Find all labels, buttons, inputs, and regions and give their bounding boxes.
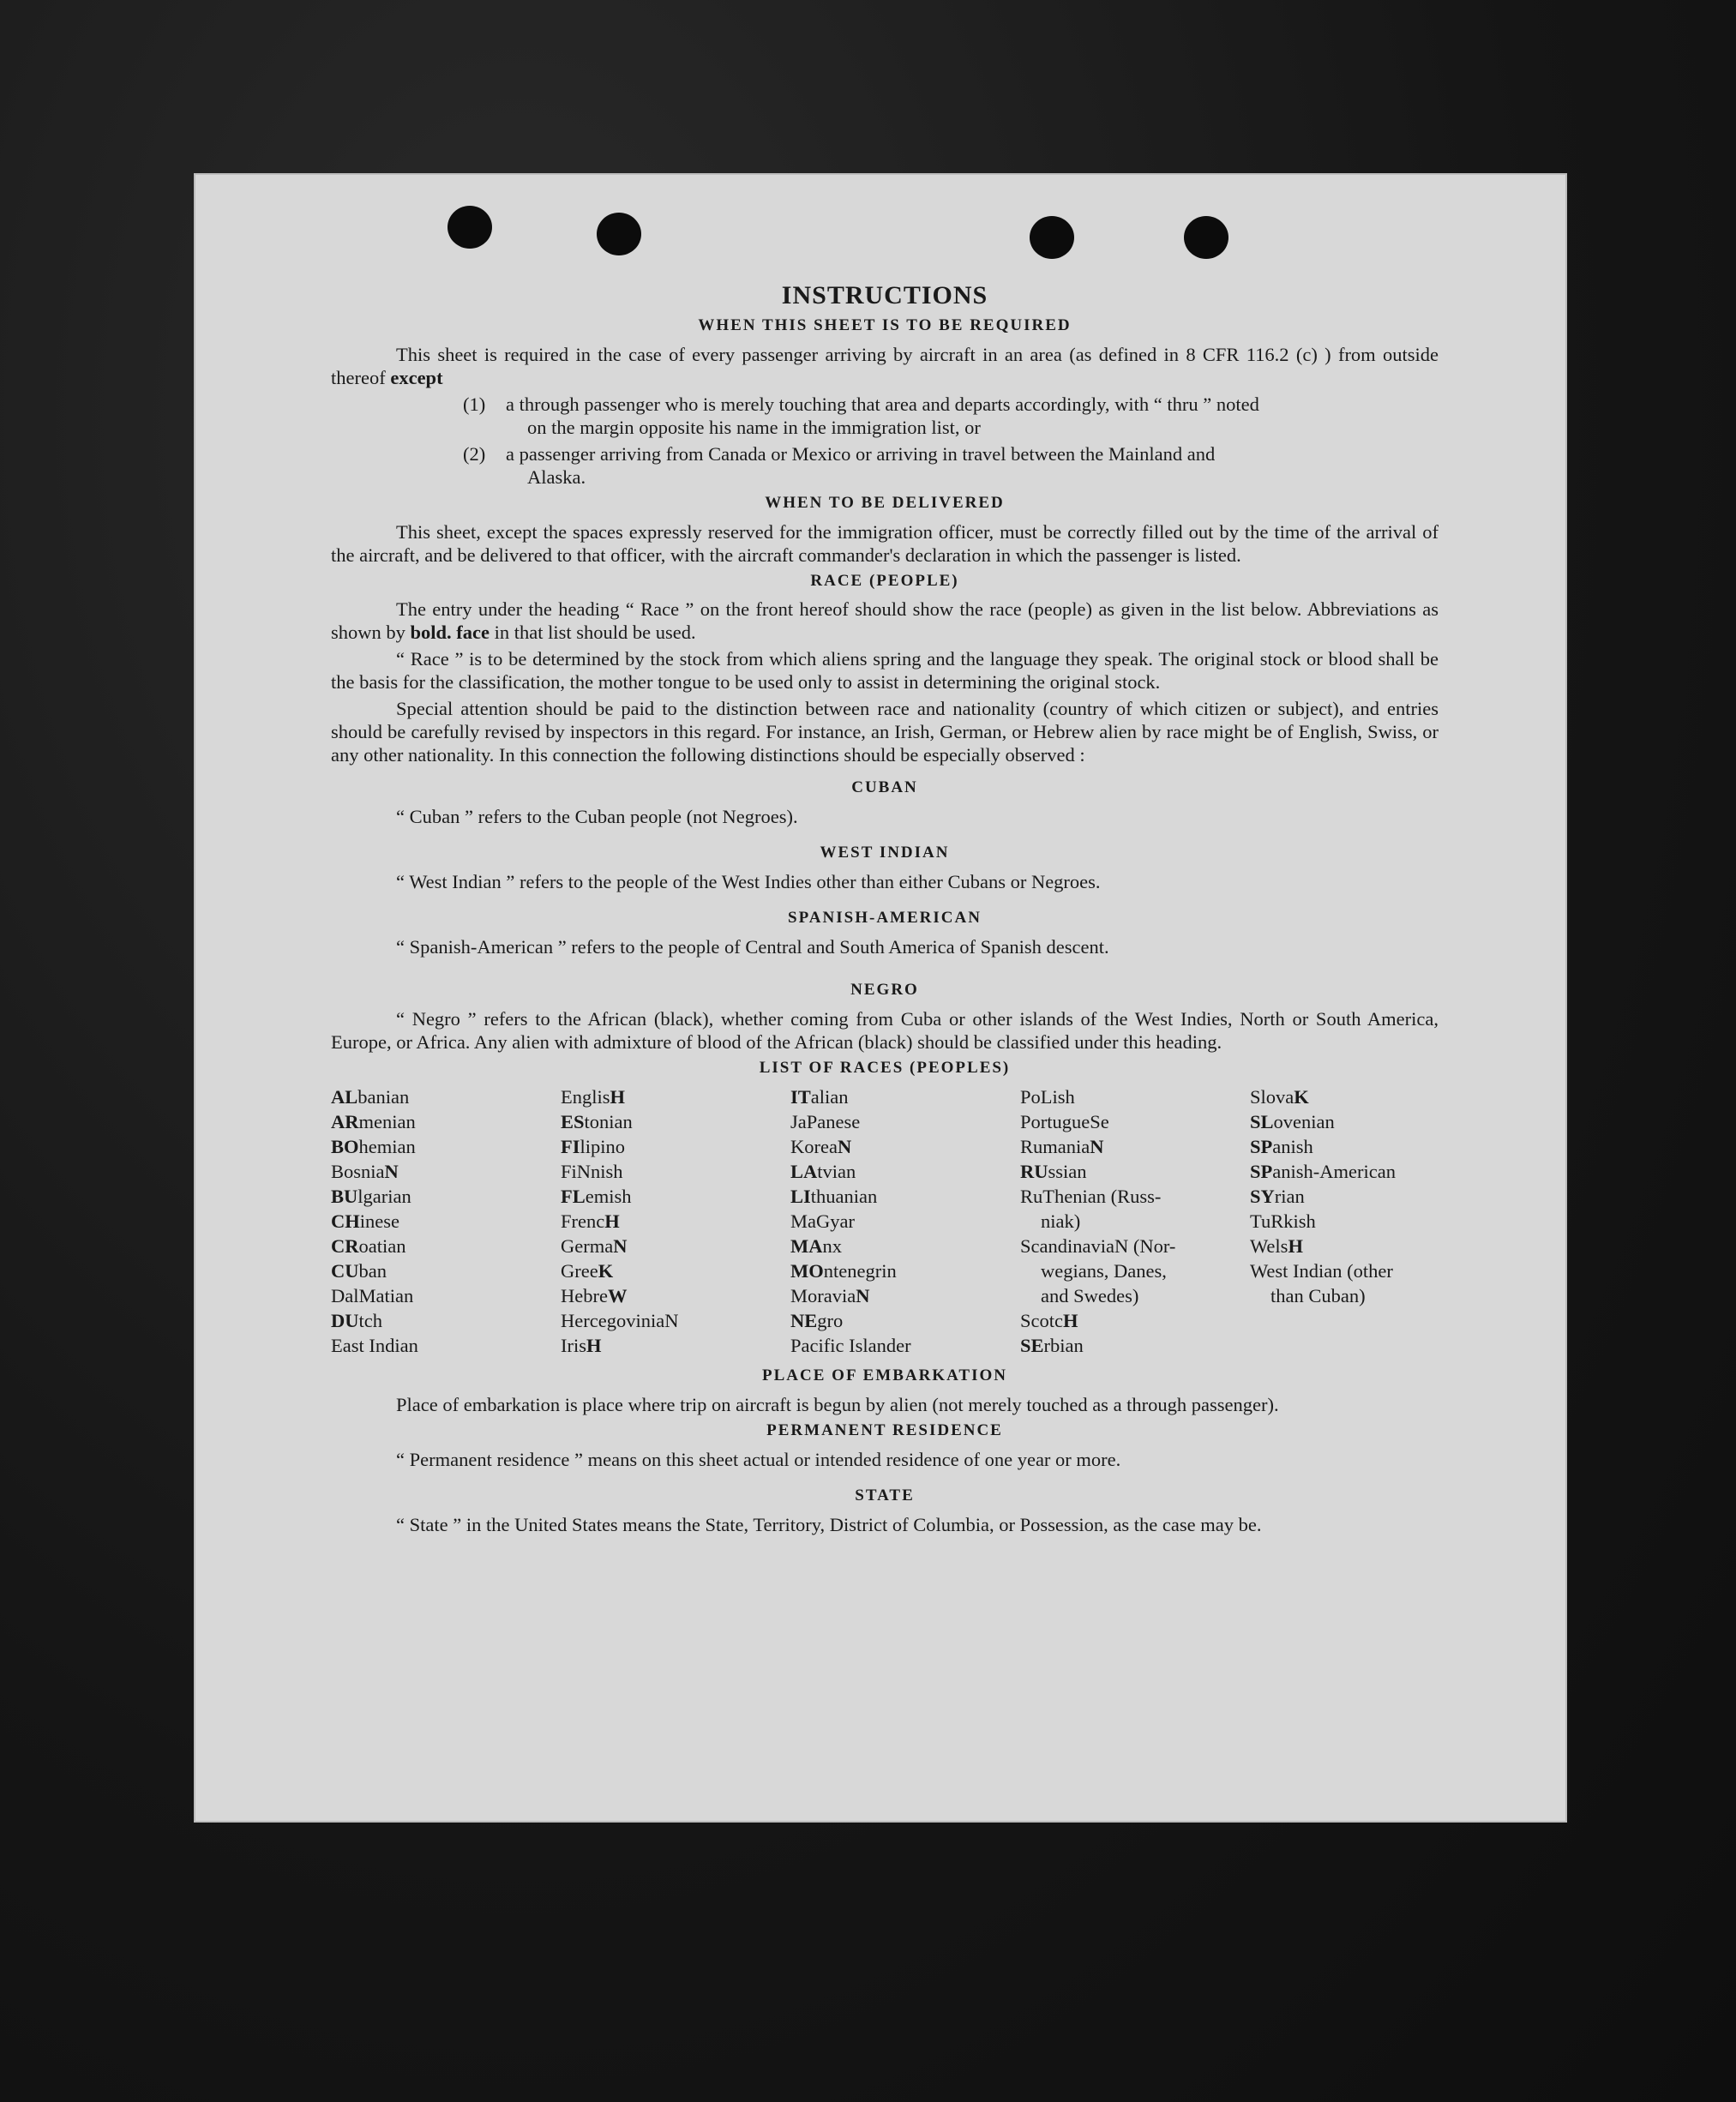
race-entry: TuRkish	[1250, 1210, 1316, 1233]
races-column-3	[790, 1084, 1020, 1358]
punch-hole	[597, 213, 641, 255]
heading-when-required: WHEN THIS SHEET IS TO BE REQUIRED	[698, 316, 1072, 334]
race-entry: MoraviaN	[790, 1285, 870, 1307]
race-entry: DalMatian	[331, 1285, 414, 1307]
race-entry: FiNnish	[561, 1161, 623, 1183]
race-entry: ITalian	[790, 1086, 849, 1108]
heading-west-indian: WEST INDIAN	[820, 844, 950, 862]
races-column-4	[1020, 1084, 1250, 1358]
when-delivered-text: This sheet, except the spaces expressly reserved for the immigration officer, must be correctly filled out by the time of the arrival of the aircraft, and be delivered to that officer, with the aircraft commander's declaration in which the passenger is listed.	[331, 520, 1439, 566]
heading-permanent-residence: PERMANENT RESIDENCE	[766, 1421, 1003, 1440]
race-entry: KoreaN	[790, 1136, 852, 1158]
heading-state: STATE	[855, 1486, 915, 1504]
race-entry: ScandinaviaN (Nor-	[1020, 1235, 1176, 1258]
races-column-2	[561, 1084, 790, 1358]
race-entry: MAnx	[790, 1235, 842, 1258]
embarkation-text: Place of embarkation is place where trip on aircraft is begun by alien (not merely touched as a through passenger).	[396, 1394, 1279, 1416]
race-entry: DUtch	[331, 1310, 382, 1332]
race-paragraph-3: Special attention should be paid to the distinction between race and nationality (country of which citizen or subject), and entries should be carefully revised by inspectors in this regard. For instance, an Irish, German, or Hebrew alien by race might be of English, Swiss, or any other nationality. In this connection the following distinctions should be especially observed :	[331, 698, 1439, 766]
exception-item-2: (2) a passenger arriving from Canada or Mexico or arriving in travel between the Mainland and Alaska.	[463, 442, 1216, 488]
exception-item-1: (1) a through passenger who is merely touching that area and departs accordingly, with “ thru ” noted on the margin opposite his name in the immigration list, or	[463, 393, 1259, 438]
page-title: INSTRUCTIONS	[781, 281, 988, 309]
race-entry: CHinese	[331, 1210, 399, 1233]
race-entry: SErbian	[1020, 1335, 1084, 1357]
race-entry: BUlgarian	[331, 1186, 411, 1208]
heading-spanish-american: SPANISH-AMERICAN	[788, 908, 982, 927]
race-entry: CRoatian	[331, 1235, 406, 1258]
race-entry: and Swedes)	[1041, 1285, 1139, 1307]
race-entry: WelsH	[1250, 1235, 1303, 1258]
race-entry: FLemish	[561, 1186, 632, 1208]
race-paragraph-2: “ Race ” is to be determined by the stock from which aliens spring and the language they speak. The original stock or blood shall be the basis for the classification, the mother tongue to be used only to assist in determining the original stock.	[331, 648, 1439, 694]
west-indian-text: “ West Indian ” refers to the people of the West Indies other than either Cubans or Negroes.	[396, 870, 1101, 892]
spanish-american-text: “ Spanish-American ” refers to the people of Central and South America of Spanish descent.	[396, 935, 1109, 958]
race-entry: SLovenian	[1250, 1111, 1335, 1133]
race-entry: GermaN	[561, 1235, 628, 1258]
race-entry: MaGyar	[790, 1210, 855, 1233]
race-entry: NEgro	[790, 1310, 844, 1332]
race-entry: CUban	[331, 1260, 387, 1282]
race-entry: FIlipino	[561, 1136, 626, 1158]
negro-text: “ Negro ” refers to the African (black), whether coming from Cuba or other islands of the West Indies, North or South America, Europe, or Africa. Any alien with admixture of blood of the African (black) should be classified under this heading.	[331, 1007, 1439, 1053]
document-sheet	[194, 173, 1567, 1823]
heading-race: RACE (PEOPLE)	[810, 571, 959, 590]
race-paragraph-1: The entry under the heading “ Race ” on the front hereof should show the race (people) as given in the list below. Abbreviations as shown by bold. face in that list should be used.	[331, 598, 1439, 644]
race-entry: BosniaN	[331, 1161, 399, 1183]
race-entry: ScotcH	[1020, 1310, 1078, 1332]
punch-hole	[448, 206, 492, 249]
when-required-intro: This sheet is required in the case of every passenger arriving by aircraft in an area (as defined in 8 CFR 116.2 (c) ) from outside thereof except	[331, 343, 1439, 388]
race-entry: EnglisH	[561, 1086, 626, 1108]
race-entry: EStonian	[561, 1111, 633, 1133]
state-text: “ State ” in the United States means the State, Territory, District of Columbia, or Possession, as the case may be.	[396, 1513, 1262, 1535]
race-entry: West Indian (other	[1250, 1260, 1393, 1282]
heading-cuban: CUBAN	[851, 778, 918, 797]
race-entry: SlovaK	[1250, 1086, 1309, 1108]
race-entry: SYrian	[1250, 1186, 1305, 1208]
race-entry: niak)	[1041, 1210, 1081, 1233]
race-entry: wegians, Danes,	[1041, 1260, 1167, 1282]
race-entry: RUssian	[1020, 1161, 1087, 1183]
race-entry: PortugueSe	[1020, 1111, 1109, 1133]
race-entry: HercegoviniaN	[561, 1310, 679, 1332]
race-entry: ARmenian	[331, 1111, 416, 1133]
cuban-text: “ Cuban ” refers to the Cuban people (not Negroes).	[396, 806, 798, 828]
punch-hole	[1030, 216, 1074, 259]
races-column-1	[331, 1084, 561, 1358]
heading-embarkation: PLACE OF EMBARKATION	[762, 1366, 1007, 1385]
race-entry: SPanish-American	[1250, 1161, 1396, 1183]
race-entry: GreeK	[561, 1260, 614, 1282]
heading-when-delivered: WHEN TO BE DELIVERED	[765, 493, 1005, 512]
instructions-content	[331, 280, 1439, 1540]
race-entry: HebreW	[561, 1285, 628, 1307]
race-entry: RumaniaN	[1020, 1136, 1104, 1158]
race-entry: East Indian	[331, 1335, 418, 1357]
race-entry: MOntenegrin	[790, 1260, 897, 1282]
race-entry: Pacific Islander	[790, 1335, 911, 1357]
races-column-5	[1250, 1084, 1480, 1358]
race-entry: ALbanian	[331, 1086, 410, 1108]
heading-list-of-races: LIST OF RACES (PEOPLES)	[759, 1058, 1011, 1077]
race-entry: PoLish	[1020, 1086, 1075, 1108]
race-entry: than Cuban)	[1270, 1285, 1366, 1307]
race-entry: LIthuanian	[790, 1186, 878, 1208]
races-list	[331, 1084, 1439, 1358]
race-entry: IrisH	[561, 1335, 602, 1357]
punch-hole	[1184, 216, 1228, 259]
heading-negro: NEGRO	[850, 980, 919, 999]
race-entry: RuThenian (Russ-	[1020, 1186, 1162, 1208]
permanent-residence-text: “ Permanent residence ” means on this sheet actual or intended residence of one year or more.	[396, 1448, 1121, 1470]
race-entry: LAtvian	[790, 1161, 856, 1183]
race-entry: JaPanese	[790, 1111, 861, 1133]
race-entry: SPanish	[1250, 1136, 1313, 1158]
race-entry: BOhemian	[331, 1136, 416, 1158]
race-entry: FrencH	[561, 1210, 620, 1233]
